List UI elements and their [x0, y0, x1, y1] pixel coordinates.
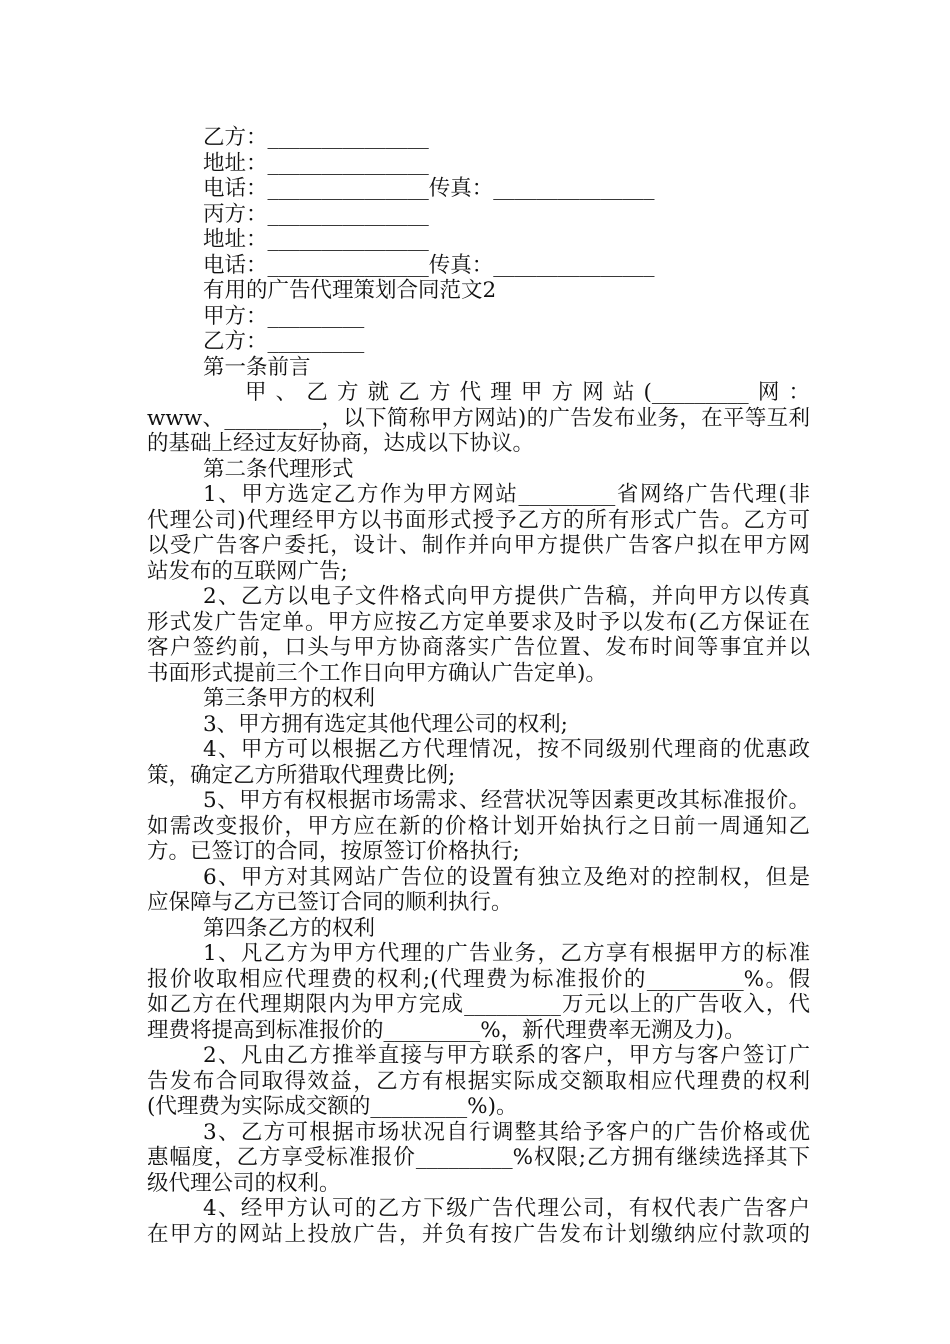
- paragraph-line: 应保障与乙方已签订合同的顺利执行。: [147, 890, 513, 915]
- paragraph-line: 甲、乙方就乙方代理甲方网站(_________网：: [245, 380, 810, 405]
- section-title: 有用的广告代理策划合同范文2: [203, 278, 497, 303]
- paragraph-line: 3、乙方可根据市场状况自行调整其给予客户的广告价格或优: [203, 1120, 810, 1145]
- paragraph-line: 4、经甲方认可的乙方下级广告代理公司，有权代表广告客户: [203, 1196, 810, 1221]
- address-line: 地址：_______________: [203, 151, 429, 176]
- paragraph-line: 方。已签订的合同，按原签订价格执行;: [147, 839, 520, 864]
- paragraph-line: 2、凡由乙方推举直接与甲方联系的客户，甲方与客户签订广: [203, 1043, 810, 1068]
- article-heading: 第一条前言: [203, 355, 311, 380]
- paragraph-line: 3、甲方拥有选定其他代理公司的权利;: [203, 712, 568, 737]
- paragraph-line: 客户签约前，口头与甲方协商落实广告位置、发布时间等事宜并以: [147, 635, 810, 660]
- paragraph-line: 2、乙方以电子文件格式向甲方提供广告稿，并向甲方以传真: [203, 584, 810, 609]
- party-b-line: 乙方：_______________: [203, 125, 429, 150]
- paragraph-line: 站发布的互联网广告;: [147, 559, 348, 584]
- party-a-line: 甲方：_________: [203, 304, 365, 329]
- paragraph-line: 6、甲方对其网站广告位的设置有独立及绝对的控制权，但是: [203, 865, 810, 890]
- paragraph-line: 代理公司)代理经甲方以书面形式授予乙方的所有形式广告。乙方可: [147, 508, 810, 533]
- paragraph-line: www、_________，以下简称甲方网站)的广告发布业务，在平等互利: [147, 406, 810, 431]
- phone-fax-line: 电话：_______________传真：_______________: [203, 176, 655, 201]
- paragraph-line: 1、甲方选定乙方作为甲方网站_________省网络广告代理(非: [203, 482, 810, 507]
- party-b-line: 乙方：_________: [203, 329, 365, 354]
- paragraph-line: 告发布合同取得效益，乙方有根据实际成交额取相应代理费的权利: [147, 1069, 810, 1094]
- party-c-line: 丙方：_______________: [203, 202, 429, 227]
- phone-fax-line: 电话：_______________传真：_______________: [203, 253, 655, 278]
- paragraph-line: 的基础上经过友好协商，达成以下协议。: [147, 431, 535, 456]
- paragraph-line: 1、凡乙方为甲方代理的广告业务，乙方享有根据甲方的标准: [203, 941, 810, 966]
- paragraph-line: 5、甲方有权根据市场需求、经营状况等因素更改其标准报价。: [203, 788, 810, 813]
- paragraph-line: 如需改变报价，甲方应在新的价格计划开始执行之日前一周通知乙: [147, 814, 810, 839]
- paragraph-line: 理费将提高到标准报价的_________%，新代理费率无溯及力)。: [147, 1018, 746, 1043]
- paragraph-line: 4、甲方可以根据乙方代理情况，按不同级别代理商的优惠政: [203, 737, 810, 762]
- paragraph-line: 如乙方在代理期限内为甲方完成_________万元以上的广告收入，代: [147, 992, 810, 1017]
- paragraph-line: 以受广告客户委托，设计、制作并向甲方提供广告客户拟在甲方网: [147, 533, 810, 558]
- article-heading: 第四条乙方的权利: [203, 916, 376, 941]
- paragraph-line: 书面形式提前三个工作日向甲方确认广告定单)。: [147, 661, 607, 686]
- paragraph-line: 形式发广告定单。甲方应按乙方定单要求及时予以发布(乙方保证在: [147, 610, 810, 635]
- article-heading: 第二条代理形式: [203, 457, 354, 482]
- paragraph-line: 级代理公司的权利。: [147, 1171, 341, 1196]
- paragraph-line: (代理费为实际成交额的_________%)。: [147, 1094, 518, 1119]
- article-heading: 第三条甲方的权利: [203, 686, 376, 711]
- paragraph-line: 在甲方的网站上投放广告，并负有按广告发布计划缴纳应付款项的: [147, 1222, 810, 1247]
- address-line: 地址：_______________: [203, 227, 429, 252]
- paragraph-line: 报价收取相应代理费的权利;(代理费为标准报价的_________%。假: [147, 967, 810, 992]
- paragraph-line: 策，确定乙方所猎取代理费比例;: [147, 763, 456, 788]
- paragraph-line: 惠幅度，乙方享受标准报价_________%权限;乙方拥有继续选择其下: [147, 1145, 810, 1170]
